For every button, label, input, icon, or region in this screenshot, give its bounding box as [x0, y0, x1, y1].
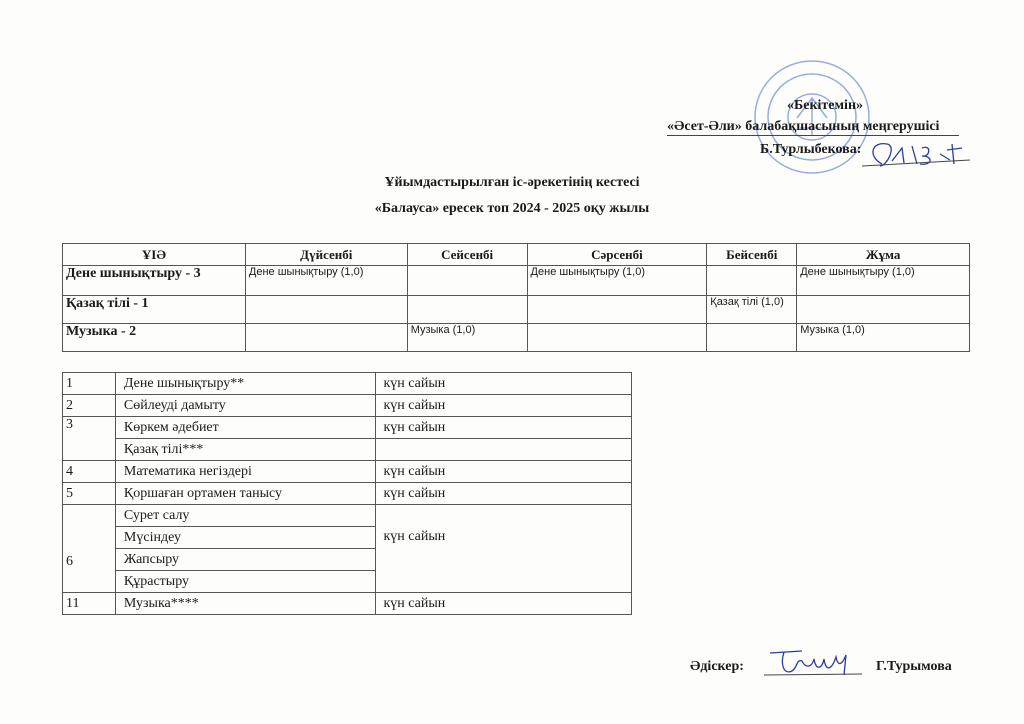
table-row: [63, 483, 632, 505]
subject-name: Математика негіздері: [115, 461, 375, 483]
subject-name: Қазақ тілі***: [115, 439, 375, 461]
subject-frequency: күн сайын: [375, 483, 632, 505]
row-number: 11: [63, 593, 116, 615]
table-cell: Дене шынықтыру (1,0): [245, 266, 407, 296]
subject-name: Мүсіндеу: [115, 527, 375, 549]
header-cell: Сәрсенбі: [527, 244, 707, 266]
header-cell: Дүйсенбі: [245, 244, 407, 266]
table-row: [63, 373, 632, 395]
table-cell: [245, 324, 407, 352]
table-row: [63, 324, 970, 352]
subject-frequency: күн сайын: [375, 417, 632, 439]
header-cell: Бейсенбі: [707, 244, 797, 266]
subject-name: Қоршаған ортамен танысу: [115, 483, 375, 505]
table-cell: [407, 296, 527, 324]
row-label: Музыка - 2: [63, 324, 246, 352]
subject-frequency: күн сайын: [375, 461, 632, 483]
table-cell: Музыка (1,0): [797, 324, 970, 352]
row-label: Дене шынықтыру - 3: [63, 266, 246, 296]
table-cell: Дене шынықтыру (1,0): [527, 266, 707, 296]
row-number: 4: [63, 461, 116, 483]
approval-position: «Әсет-Әли» балабақшасының меңгерушісі: [667, 119, 959, 136]
subject-frequency: күн сайын: [375, 373, 632, 395]
table-cell: Дене шынықтыру (1,0): [797, 266, 970, 296]
approval-name: Б.Турлыбекова:: [760, 142, 862, 157]
methodist-signature: [762, 645, 867, 683]
table-row: [63, 461, 632, 483]
subject-name: Құрастыру: [115, 571, 375, 593]
subject-name: Көркем әдебиет: [115, 417, 375, 439]
row-number: 5: [63, 483, 116, 505]
subject-name: Музыка****: [115, 593, 375, 615]
table-row: [63, 439, 632, 461]
row-number: 6: [63, 505, 116, 593]
subject-name: Сурет салу: [115, 505, 375, 527]
table-row: [63, 417, 632, 439]
table-cell: [707, 324, 797, 352]
methodist-name: Г.Турымова: [876, 659, 952, 674]
row-number: 3: [63, 417, 116, 461]
table-cell: [407, 266, 527, 296]
row-number: 2: [63, 395, 116, 417]
table-cell: [527, 324, 707, 352]
subject-name: Жапсыру: [115, 549, 375, 571]
official-stamp: [752, 58, 872, 176]
header-cell: ҰІӘ: [63, 244, 246, 266]
table-cell: [797, 296, 970, 324]
methodist-label: Әдіскер:: [690, 659, 744, 674]
table-header-row: [63, 244, 970, 266]
table-row: [63, 593, 632, 615]
row-label: Қазақ тілі - 1: [63, 296, 246, 324]
director-signature: [862, 136, 972, 172]
subject-frequency: күн сайын: [375, 395, 632, 417]
subject-frequency: күн сайын: [375, 593, 632, 615]
subject-frequency: күн сайын: [375, 505, 632, 593]
subject-frequency: [375, 439, 632, 461]
subject-name: Сөйлеуді дамыту: [115, 395, 375, 417]
header-cell: Жұма: [797, 244, 970, 266]
table-cell: [245, 296, 407, 324]
table-cell: Қазақ тілі (1,0): [707, 296, 797, 324]
table-cell: [707, 266, 797, 296]
weekly-schedule-table: [62, 243, 970, 352]
table-cell: [527, 296, 707, 324]
approval-title: «Бекітемін»: [787, 98, 864, 113]
header-cell: Сейсенбі: [407, 244, 527, 266]
subjects-table: [62, 372, 632, 615]
document-subtitle: «Балауса» ересек топ 2024 - 2025 оқу жылы: [374, 201, 650, 216]
table-row: [63, 266, 970, 296]
table-row: [63, 296, 970, 324]
row-number: 1: [63, 373, 116, 395]
table-row: [63, 505, 632, 527]
document-title: Ұйымдастырылған іс-әрекетінің кестесі: [384, 175, 640, 190]
subject-name: Дене шынықтыру**: [115, 373, 375, 395]
table-row: [63, 395, 632, 417]
table-cell: Музыка (1,0): [407, 324, 527, 352]
